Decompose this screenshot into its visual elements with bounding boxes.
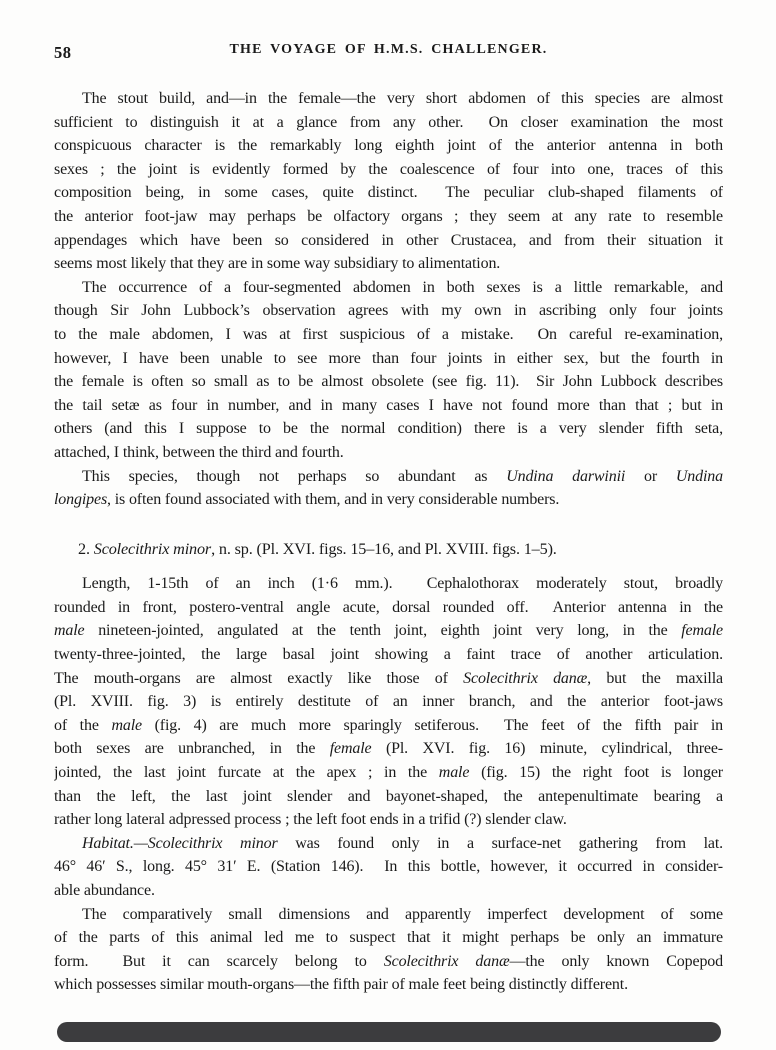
- text-line: to the male abdomen, I was at first suspicious of a mistake. On careful re-examination,: [54, 325, 723, 343]
- paragraph: [54, 87, 723, 276]
- text-line: (Pl. XVIII. fig. 3) is entirely destitute of an inner branch, and the anterior foot-jaws: [54, 693, 723, 711]
- text-line: composition being, in some cases, quite distinct. The peculiar club-shaped filaments of: [54, 184, 723, 202]
- text-line: The mouth-organs are almost exactly like those of Scolecithrix danæ, but the maxilla: [54, 669, 723, 687]
- text-line: both sexes are unbranched, in the female (Pl. XVI. fig. 16) minute, cylindrical, three-: [54, 740, 723, 758]
- text-line: 46° 46′ S., long. 45° 31′ E. (Station 146). In this bottle, however, it occurred in consider-: [54, 858, 723, 876]
- paragraph: [54, 903, 723, 997]
- page-body: [54, 87, 723, 997]
- text-line: form. But it can scarcely belong to Scolecithrix danæ—the only known Copepod: [54, 952, 723, 970]
- text-line: This species, though not perhaps so abundant as Undina darwinii or Undina: [82, 467, 723, 485]
- text-line: though Sir John Lubbock’s observation agrees with my own in ascribing only four joints: [54, 302, 723, 320]
- text-line: others (and this I suppose to be the normal condition) there is a very slender fifth seta,: [54, 420, 723, 438]
- text-line: sexes ; the joint is evidently formed by the coalescence of four into one, traces of this: [54, 160, 723, 178]
- text-line: of the male (fig. 4) are much more sparingly setiferous. The feet of the fifth pair in: [54, 716, 723, 734]
- page-header: [54, 42, 723, 62]
- text-line: Habitat.—Scolecithrix minor was found only in a surface-net gathering from lat.: [82, 834, 723, 852]
- text-line: The stout build, and—in the female—the very short abdomen of this species are almost: [82, 90, 723, 107]
- paragraph: [54, 276, 723, 465]
- text-line: twenty-three-jointed, the large basal joint showing a faint trace of another articulation.: [54, 646, 723, 664]
- text-line: able abundance.: [54, 882, 155, 899]
- text-line: longipes, is often found associated with them, and in very considerable numbers.: [54, 491, 560, 509]
- text-line: of the parts of this animal led me to suspect that it might perhaps be only an immature: [54, 929, 723, 947]
- text-line: The comparatively small dimensions and apparently imperfect development of some: [82, 905, 723, 923]
- text-line: seems most likely that they are in some way subsidiary to alimentation.: [54, 255, 501, 273]
- paragraph: [54, 572, 723, 832]
- horizontal-scrollbar-thumb[interactable]: [57, 1022, 721, 1042]
- text-line: the female is often so small as to be almost obsolete (see fig. 11). Sir John Lubbock describes: [54, 373, 723, 391]
- page-number: 58: [54, 43, 72, 62]
- text-line: rounded in front, postero-ventral angle acute, dorsal rounded off. Anterior antenna in the: [54, 598, 723, 616]
- text-line: The occurrence of a four-segmented abdomen in both sexes is a little remarkable, and: [82, 278, 723, 296]
- text-line: jointed, the last joint furcate at the apex ; in the male (fig. 15) the right foot is longer: [54, 764, 723, 782]
- paragraph: [54, 832, 723, 903]
- text-line: than the left, the last joint slender and bayonet-shaped, the antepenultimate bearing a: [54, 787, 723, 805]
- text-line: the anterior foot-jaw may perhaps be olfactory organs ; they seem at any rate to resemble: [54, 207, 723, 225]
- text-line: conspicuous character is the remarkably long eighth joint of the anterior antenna in both: [54, 137, 723, 155]
- text-line: male nineteen-jointed, angulated at the tenth joint, eighth joint very long, in the female: [54, 622, 723, 640]
- text-line: sufficient to distinguish it at a glance from any other. On closer examination the most: [54, 113, 723, 131]
- text-line: appendages which have been so considered in other Crustacea, and from their situation it: [54, 231, 723, 249]
- text-line: the tail setæ as four in number, and in many cases I have not found more than that ; but in: [54, 396, 723, 414]
- text-line: Length, 1-15th of an inch (1·6 mm.). Cephalothorax moderately stout, broadly: [82, 575, 723, 593]
- paragraph: [54, 465, 723, 512]
- species-heading: [54, 538, 723, 562]
- text-line: 2. Scolecithrix minor, n. sp. (Pl. XVI. figs. 15–16, and Pl. XVIII. figs. 1–5).: [78, 539, 557, 558]
- text-line: attached, I think, between the third and fourth.: [54, 443, 344, 461]
- text-line: which possesses similar mouth-organs—the fifth pair of male feet being distinctly different.: [54, 976, 628, 994]
- running-title: THE VOYAGE OF H.M.S. CHALLENGER.: [229, 42, 548, 57]
- text-line: rather long lateral adpressed process ; the left foot ends in a trifid (?) slender claw.: [54, 811, 567, 829]
- text-line: however, I have been unable to see more than four joints in either sex, but the fourth in: [54, 349, 723, 367]
